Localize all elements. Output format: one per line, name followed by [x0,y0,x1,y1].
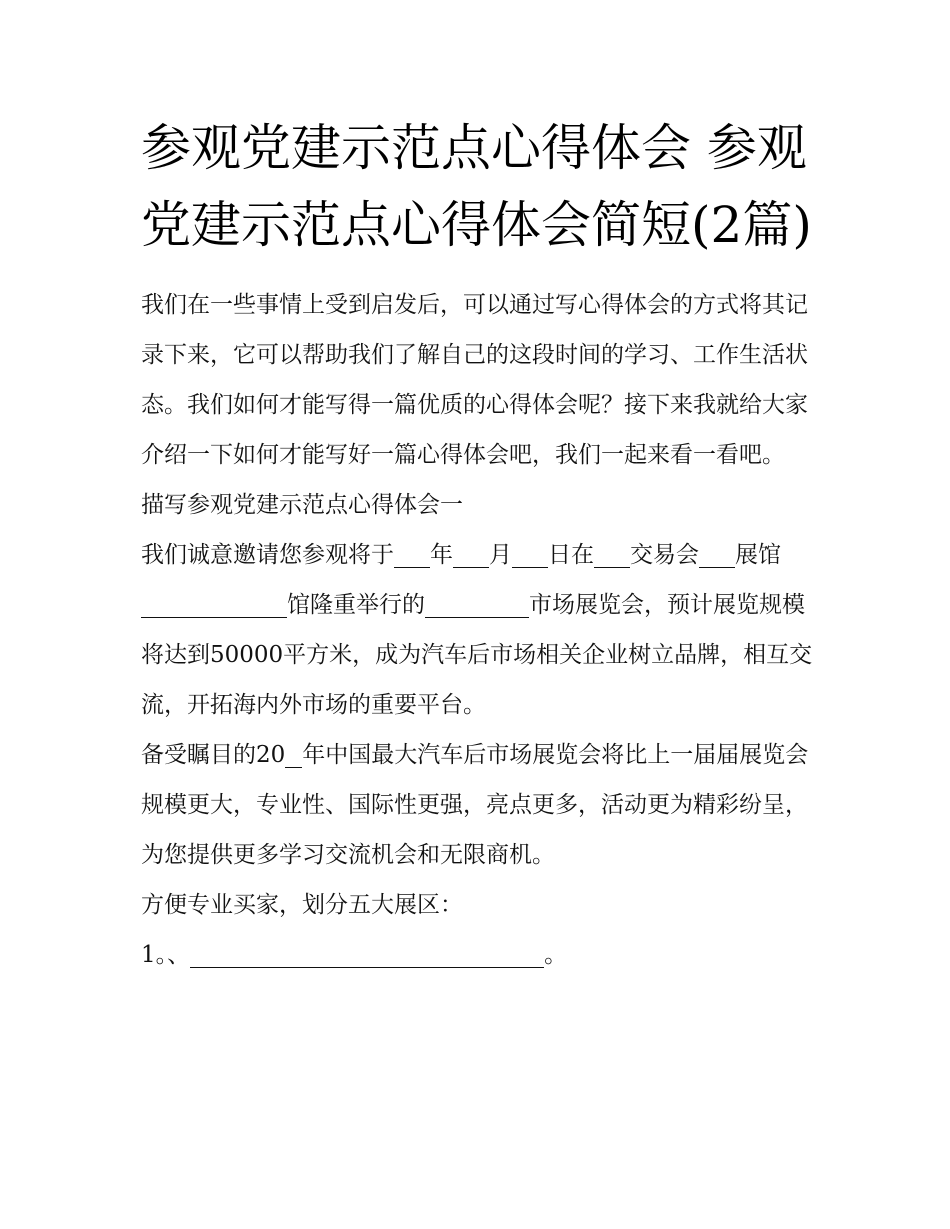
invitation-paragraph [141,530,813,730]
invitation-text-2: 年 [430,542,453,568]
highlight-text-2: 年中国最大汽车后市场展览会将比上一届届展览会规模更大，专业性、国际性更强，亮点更多，活动更为精彩纷呈，为您提供更多学习交流机会和无限商机。 [141,742,809,868]
highlight-paragraph [141,730,813,880]
invitation-text-5: 交易会 [630,542,699,568]
zone-item-suffix: 。 [544,942,568,968]
hall-blank [699,541,735,568]
zone-item-blank [190,941,544,968]
day-blank [512,541,548,568]
highlight-text-1: 备受瞩目的20 [141,742,286,768]
fair-blank [594,541,630,568]
section-heading: 描写参观党建示范点心得体会一 [141,492,463,518]
invitation-text-6: 展馆 [735,542,781,568]
month-blank [453,541,489,568]
document-title: 参观党建示范点心得体会 参观党建示范点心得体会简短(2篇) [141,119,812,254]
zones-intro: 方便专业买家，划分五大展区： [141,892,463,918]
year-digit-blank [285,741,302,768]
document-body [141,280,813,980]
zone-item-prefix: 1。、 [141,942,191,968]
invitation-text-4: 日在 [548,542,594,568]
zone-item-1 [141,930,813,980]
invitation-text-3: 月 [489,542,512,568]
invitation-text-1: 我们诚意邀请您参观将于 [141,542,394,568]
year-blank [394,541,430,568]
intro-paragraph: 我们在一些事情上受到启发后，可以通过写心得体会的方式将其记录下来，它可以帮助我们了解自己的这段时间的学习、工作生活状态。我们如何才能写得一篇优质的心得体会呢？接下来我就给大家介绍一下如何才能写好一篇心得体会吧，我们一起来看一看吧。 [141,292,808,468]
venue-blank [141,591,287,618]
invitation-text-7: 馆隆重举行的 [287,592,425,618]
invitation-text-8: 市场展览会，预计展览规模将达到50000平方米，成为汽车后市场相关企业树立品牌，相互交流，开拓海内外市场的重要平台。 [141,592,813,718]
document-content [141,110,813,980]
market-blank [425,591,529,618]
